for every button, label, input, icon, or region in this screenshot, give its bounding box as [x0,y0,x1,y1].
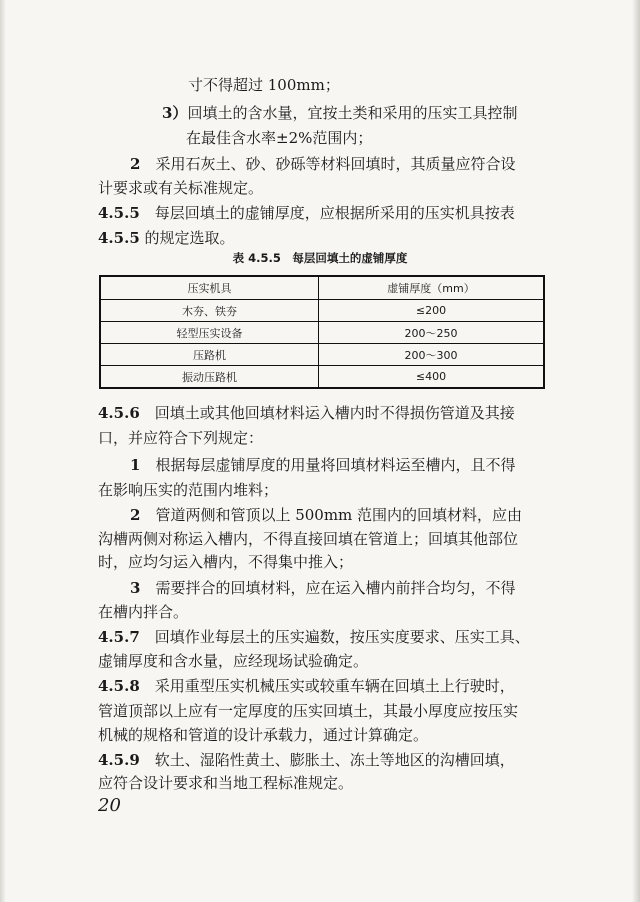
text-line: 计要求或有关标准规定。 [98,179,264,197]
text-line: 时，应均匀运入槽内，不得集中推入； [98,553,354,571]
text-line: 4.5.5 的规定选取。 [98,229,235,247]
table-cell: 200～300 [319,344,545,366]
text-line: 在槽内拌合。 [98,603,189,621]
table-header-cell: 虚铺厚度（mm） [319,276,545,300]
table-row [100,322,544,344]
text-line: 3）回填土的含水量，宜按土类和采用的压实工具控制 [162,104,518,122]
table-cell: 木夯、铁夯 [100,300,319,322]
page-edge-right [632,0,640,902]
table-header-cell: 压实机具 [100,276,319,300]
text-line: 4.5.5 每层回填土的虚铺厚度，应根据所采用的压实机具按表 [98,204,515,222]
text-line: 口，并应符合下列规定： [98,429,264,447]
text-line: 2 采用石灰土、砂、砂砾等材料回填时，其质量应符合设 [130,155,516,173]
table-row [100,344,544,366]
compaction-thickness-table [99,275,545,389]
text-line: 2 管道两侧和管顶以上 500mm 范围内的回填材料，应由 [130,506,523,524]
text-line: 在影响压实的范围内堆料； [98,481,279,499]
page-number: 20 [98,795,121,816]
text-line: 4.5.7 回填作业每层土的压实遍数，按压实度要求、压实工具、 [98,628,530,646]
text-line: 4.5.9 软土、湿陷性黄土、膨胀土、冻土等地区的沟槽回填， [98,751,515,769]
text-line: 虚铺厚度和含水量，应经现场试验确定。 [98,652,369,670]
text-line: 在最佳含水率±2%范围内； [186,129,373,147]
table-header-row [100,276,544,300]
text-line: 管道顶部以上应有一定厚度的压实回填土，其最小厚度应按压实 [98,702,519,720]
text-line: 4.5.6 回填土或其他回填材料运入槽内时不得损伤管道及其接 [98,404,515,422]
table-cell: ≤200 [319,300,545,322]
text-line: 机械的规格和管道的设计承载力，通过计算确定。 [98,726,429,744]
text-line: 3 需要拌合的回填材料，应在运入槽内前拌合均匀，不得 [130,579,516,597]
table-cell: 轻型压实设备 [100,322,319,344]
page-edge-left [0,0,6,902]
table-caption: 表 4.5.5 每层回填土的虚铺厚度 [232,251,408,265]
table-row [100,300,544,322]
table-cell: ≤400 [319,366,545,389]
text-line: 沟槽两侧对称运入槽内，不得直接回填在管道上；回填其他部位 [98,530,519,548]
table-cell: 200～250 [319,322,545,344]
text-line: 4.5.8 采用重型压实机械压实或较重车辆在回填土上行驶时， [98,677,515,695]
table-cell: 振动压路机 [100,366,319,389]
table-row [100,366,544,389]
text-line: 应符合设计要求和当地工程标准规定。 [98,774,354,792]
table-cell: 压路机 [100,344,319,366]
text-line: 1 根据每层虚铺厚度的用量将回填材料运至槽内，且不得 [130,456,516,474]
text-line: 寸不得超过 100mm； [188,76,340,94]
